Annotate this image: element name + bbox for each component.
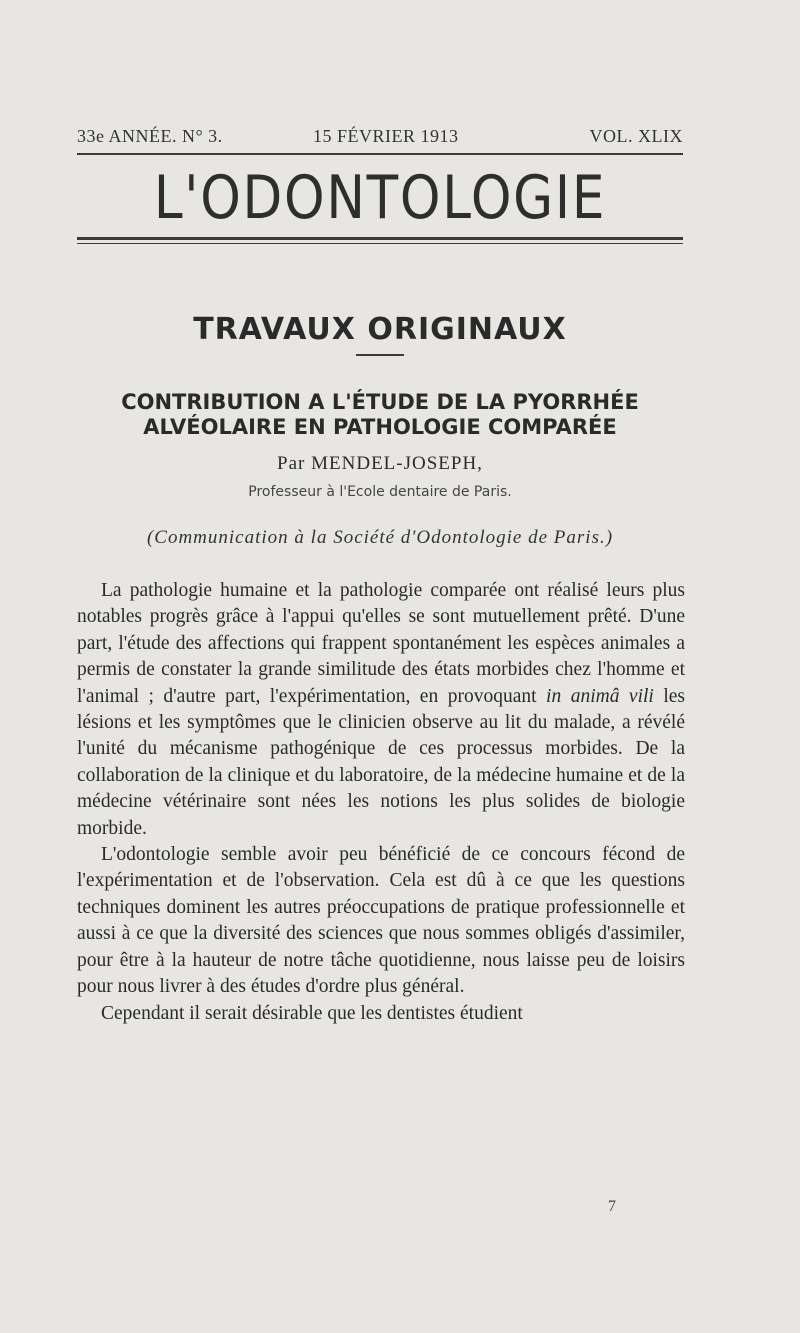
section-divider [356,354,404,356]
issue-number: 33e ANNÉE. N° 3. [77,126,223,146]
masthead-rule-thin [77,243,683,244]
volume-number: VOL. XLIX [589,126,683,146]
paragraph-1-part-b: les lésions et les symptômes que le clinicien observe au lit du malade, a révélé l'unité du mécanisme pathogénique de ces processus morbides. De la collaboration de la clinique et du laboratoire, de la médecine humaine et de la médecine vétérinaire sont nées les notions les plus solides de biologie morbide. [77,685,686,839]
section-title: TRAVAUX ORIGINAUX [193,312,567,347]
paragraph-1 [77,578,685,842]
article-title-line-1: CONTRIBUTION A L'ÉTUDE DE LA PYORRHÉE [121,390,639,414]
paragraph-1-part-a: La pathologie humaine et la pathologie comparée ont réalisé leurs plus notables progrès grâce à l'appui qu'elles se sont mutuellement prêté. D'une part, l'étude des affections qui frappent spontanément les espèces animales a permis de constater la grande similitude des états morbides chez l'homme et l'animal ; d'autre part, l'expérimentation, en provoquant [77,580,685,707]
communication-note: (Communication à la Société d'Odontologie de Paris.) [146,527,614,548]
article-title [77,390,683,440]
page-number: 7 [608,1198,616,1215]
article-title-line-2: ALVÉOLAIRE EN PATHOLOGIE COMPARÉE [143,415,617,439]
masthead-rule-thick [77,237,683,240]
article-body [77,578,685,1027]
header-rule [77,153,683,155]
paragraph-3: Cependant il serait désirable que les dentistes étudient [101,1002,523,1024]
journal-masthead: L'ODONTOLOGIE [153,163,607,233]
author-byline: Par MENDEL-JOSEPH, [277,453,483,474]
paragraph-2: L'odontologie semble avoir peu bénéficié de ce concours fécond de l'expérimentation et de l'observation. Cela est dû à ce que les questions techniques dominent les autres préoccupations de pratique professionnelle et aussi à ce que la diversité des sciences que nous sommes obligés d'assimiler, pour être à la hauteur de notre tâche quotidienne, nous laisse peu de loisirs pour nous livrer à des études d'ordre plus général. [77,844,685,998]
author-affiliation: Professeur à l'Ecole dentaire de Paris. [248,484,512,500]
latin-phrase: in animâ vili [546,685,654,707]
issue-date: 15 FÉVRIER 1913 [313,126,459,146]
